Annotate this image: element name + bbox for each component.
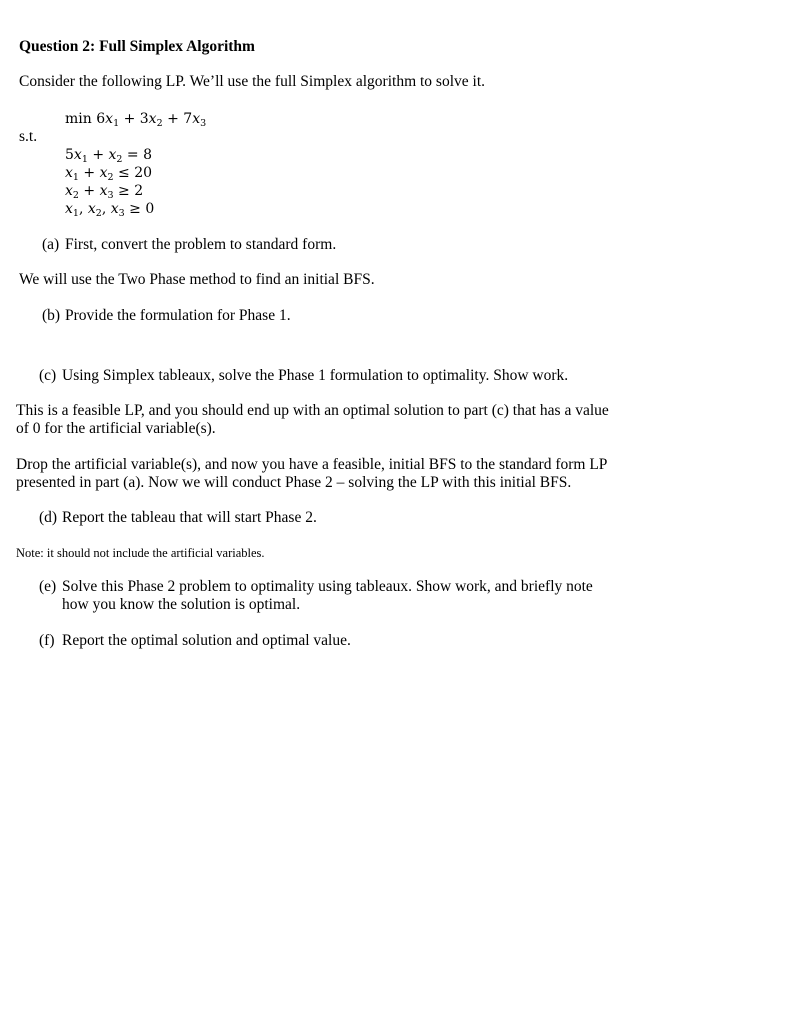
constraint-relation: ≥ (124, 201, 146, 217)
part-e-label: (e) (39, 578, 57, 595)
objective-term: $3x_2$ (139, 111, 163, 129)
intro-text: Consider the following LP. We’ll use the full Simplex algorithm to solve it. (19, 73, 486, 90)
two-phase-note: We will use the Two Phase method to find an initial BFS. (19, 271, 375, 288)
part-a-label: (a) (42, 236, 60, 253)
constraint-rhs: 0 (145, 201, 155, 217)
subject-to-label: s.t. (19, 128, 38, 145)
part-b-label: (b) (42, 307, 61, 324)
part-e-text-line1: Solve this Phase 2 problem to optimality using tableaux. Show work, and briefly note (62, 578, 593, 595)
objective-plus: + (167, 111, 179, 127)
constraint-nonnegativity (65, 200, 154, 218)
part-a-text: First, convert the problem to standard form. (65, 236, 337, 253)
objective-function (65, 110, 206, 128)
constraint-relation: ≥ (113, 183, 135, 199)
constraint-relation: = (122, 147, 144, 163)
constraint-lhs: $5x_1 + x_2$ (65, 147, 123, 165)
part-f-text: Report the optimal solution and optimal value. (62, 632, 351, 649)
constraint-2 (65, 164, 152, 182)
drop-paragraph-line2: presented in part (a). Now we will conduct Phase 2 – solving the LP with this initial BFS. (16, 474, 572, 491)
constraint-rhs: 8 (143, 147, 153, 163)
part-c-label: (c) (39, 367, 57, 384)
constraint-lhs: $x_1$, $x_2$, $x_3$ (65, 201, 125, 219)
part-f-label: (f) (39, 632, 55, 649)
constraint-lhs: $x_2 + x_3$ (65, 183, 114, 201)
constraint-rhs: 2 (134, 183, 144, 199)
part-e-text-line2: how you know the solution is optimal. (62, 596, 301, 613)
constraint-3 (65, 182, 143, 200)
question-title: Question 2: Full Simplex Algorithm (19, 38, 255, 55)
objective-sense: min (65, 111, 92, 127)
objective-term: $7x_3$ (183, 111, 207, 129)
feasible-paragraph-line1: This is a feasible LP, and you should end up with an optimal solution to part (c) that has a value (16, 402, 609, 419)
constraint-rhs: 20 (134, 165, 153, 181)
part-a (42, 236, 336, 254)
part-c (39, 367, 568, 385)
part-d-label: (d) (39, 509, 58, 526)
drop-paragraph-line1: Drop the artificial variable(s), and now you have a feasible, initial BFS to the standard form LP (16, 456, 608, 473)
part-b-text: Provide the formulation for Phase 1. (65, 307, 291, 324)
constraint-relation: ≤ (113, 165, 135, 181)
constraint-1 (65, 146, 152, 164)
part-d-text: Report the tableau that will start Phase 2. (62, 509, 317, 526)
part-b (42, 307, 291, 325)
part-f (39, 632, 351, 650)
part-e (39, 578, 593, 596)
objective-term: $6x_1$ (96, 111, 120, 129)
note-text: Note: it should not include the artificial variables. (16, 546, 265, 560)
objective-plus: + (123, 111, 136, 127)
part-d (39, 509, 317, 527)
constraint-lhs: $x_1 + x_2$ (65, 165, 114, 183)
feasible-paragraph-line2: of 0 for the artificial variable(s). (16, 420, 216, 437)
part-c-text: Using Simplex tableaux, solve the Phase 1 formulation to optimality. Show work. (62, 367, 569, 384)
